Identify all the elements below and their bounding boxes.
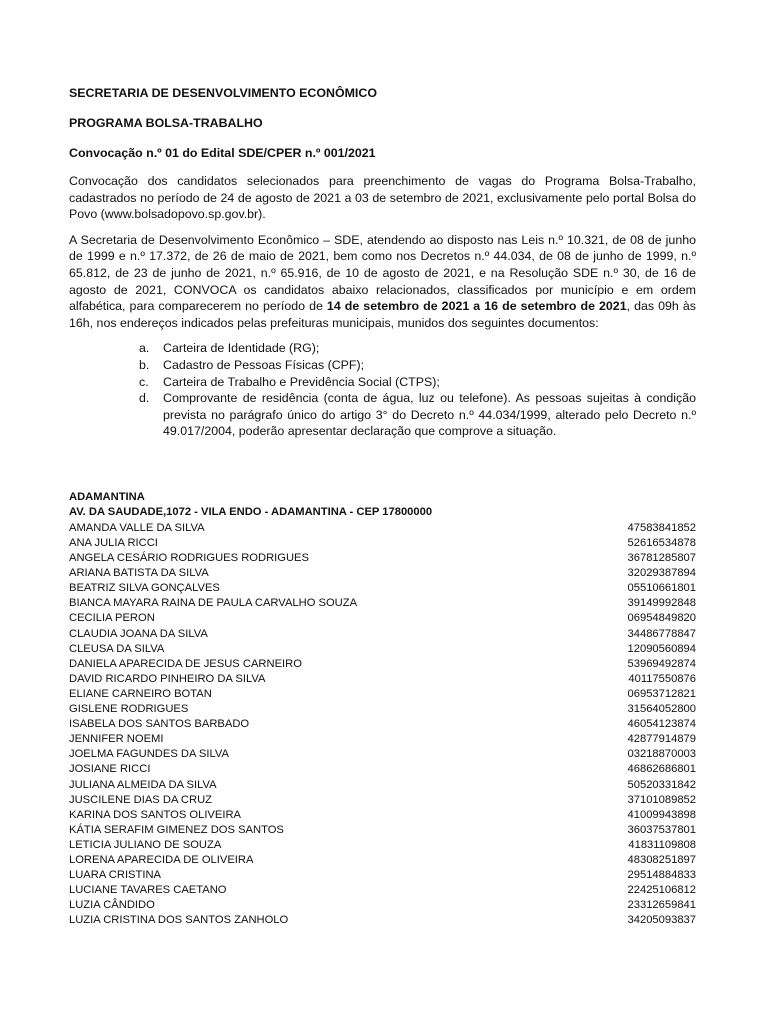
candidate-row [69, 747, 696, 762]
candidate-cpf: 06954849820 [627, 612, 696, 625]
candidate-row [69, 838, 696, 853]
candidate-row [69, 611, 696, 626]
candidate-name: ISABELA DOS SANTOS BARBADO [69, 718, 250, 731]
candidate-name: KARINA DOS SANTOS OLIVEIRA [69, 808, 242, 821]
candidate-row [69, 642, 696, 657]
candidate-name: KÁTIA SERAFIM GIMENEZ DOS SANTOS [69, 823, 284, 836]
candidate-name: AMANDA VALLE DA SILVA [69, 521, 205, 534]
candidate-name: JENNIFER NOEMI [69, 733, 164, 746]
candidate-cpf: 37101089852 [627, 793, 696, 806]
candidate-cpf: 46054123874 [627, 718, 696, 731]
city-name: ADAMANTINA [69, 490, 145, 503]
body-text-part1: A Secretaria de Desenvolvimento Econômico – SDE, atendendo ao disposto nas Leis n.º 10.321, de 08 de junho de 1999 e n.º 17.372, de 26 de maio de 2021, bem como nos Decretos n.º 44.034, de 08 de junho de 1999, n.º 65.812, de 23 de junho de 2021, n.º 65.916, de 10 de agosto de 2021, e na Resolução SDE n.º 30, de 16 de agosto de 2021, CONVOCA os candidatos abaixo relacionados, classificados por município e em ordem alfabética, para comparecerem no período de [69, 232, 696, 314]
document-text: Cadastro de Pessoas Físicas (CPF); [163, 357, 365, 372]
candidate-row [69, 702, 696, 717]
document-text: Carteira de Trabalho e Previdência Social (CTPS); [163, 374, 440, 389]
candidate-cpf: 34486778847 [627, 627, 696, 640]
programa-heading: PROGRAMA BOLSA-TRABALHO [69, 116, 263, 130]
document-marker: b. [139, 357, 150, 372]
candidate-cpf: 36037537801 [627, 823, 696, 836]
candidate-cpf: 34205093837 [627, 914, 696, 927]
candidate-cpf: 53969492874 [627, 657, 696, 670]
candidate-cpf: 12090560894 [627, 642, 696, 655]
city-block [69, 490, 696, 929]
candidate-list [69, 521, 696, 929]
body-paragraph [69, 232, 696, 332]
candidate-cpf: 52616534878 [627, 537, 696, 549]
candidate-row [69, 657, 696, 672]
candidate-cpf: 50520331842 [627, 778, 696, 791]
candidate-name: LETICIA JULIANO DE SOUZA [69, 838, 222, 851]
candidate-name: ARIANA BATISTA DA SILVA [69, 567, 209, 580]
candidate-name: LORENA APARECIDA DE OLIVEIRA [69, 853, 254, 866]
candidate-name: LUARA CRISTINA [69, 869, 162, 882]
city-address: AV. DA SAUDADE,1072 - VILA ENDO - ADAMANTINA - CEP 17800000 [69, 505, 433, 518]
candidate-cpf: 03218870003 [627, 748, 696, 761]
candidate-row [69, 913, 696, 928]
candidate-cpf: 41009943898 [627, 808, 696, 821]
candidate-cpf: 32029387894 [627, 567, 696, 580]
candidate-row [69, 551, 696, 566]
document-marker: a. [139, 341, 150, 356]
candidate-cpf: 23312659841 [627, 899, 696, 912]
document-item [139, 340, 696, 357]
document-item [139, 374, 696, 391]
candidate-name: JOELMA FAGUNDES DA SILVA [69, 748, 229, 761]
candidate-cpf: 31564052800 [627, 703, 696, 716]
candidate-cpf: 41831109808 [628, 838, 696, 851]
candidate-name: CLEUSA DA SILVA [69, 642, 165, 655]
candidate-row [69, 581, 696, 596]
document-item [139, 390, 696, 440]
candidate-cpf: 06953712821 [627, 687, 696, 700]
candidate-name: LUCIANE TAVARES CAETANO [69, 884, 227, 897]
candidate-row [69, 596, 696, 611]
candidate-name: DANIELA APARECIDA DE JESUS CARNEIRO [69, 657, 302, 670]
candidate-row [69, 717, 696, 732]
convocacao-heading: Convocação n.º 01 do Edital SDE/CPER n.º 001/2021 [69, 146, 376, 160]
documents-list [69, 340, 696, 440]
candidate-row [69, 672, 696, 687]
candidate-name: ANGELA CESÁRIO RODRIGUES RODRIGUES [69, 552, 309, 565]
candidate-row [69, 823, 696, 838]
intro-paragraph: Convocação dos candidatos selecionados para preenchimento de vagas do Programa Bolsa-Trabalho, cadastrados no período de 24 de agosto de 2021 a 03 de setembro de 2021, exclusivamente pelo portal Bolsa do Povo (www.bolsadopovo.sp.gov.br). [69, 174, 696, 222]
candidate-row [69, 778, 696, 793]
candidate-name: JUSCILENE DIAS DA CRUZ [69, 793, 212, 806]
candidate-name: CECILIA PERON [69, 612, 155, 625]
candidate-cpf: 46862686801 [627, 763, 696, 776]
candidate-name: ANA JULIA RICCI [69, 537, 158, 549]
document-text: Comprovante de residência (conta de água, luz ou telefone). As pessoas sujeitas à condição prevista no parágrafo único do artigo 3° do Decreto n.º 44.034/1999, alterado pelo Decreto n.º 49.017/2004, poderão apresentar declaração que comprove a situação. [163, 391, 696, 439]
document-marker: c. [139, 374, 149, 389]
candidate-row [69, 808, 696, 823]
body-period: 14 de setembro de 2021 a 16 de setembro de 2021 [326, 299, 627, 314]
candidate-row [69, 627, 696, 642]
candidate-row [69, 883, 696, 898]
candidate-cpf: 40117550876 [628, 672, 696, 685]
candidate-cpf: 05510661801 [627, 582, 696, 595]
candidate-name: LUZIA CRISTINA DOS SANTOS ZANHOLO [69, 914, 289, 927]
candidate-name: ELIANE CARNEIRO BOTAN [69, 687, 212, 700]
body-text-part2: , das 09h às 16h, nos endereços indicados pelas prefeituras municipais, munidos dos seguintes documentos: [69, 299, 696, 330]
document-text: Carteira de Identidade (RG); [163, 341, 320, 356]
candidate-row [69, 853, 696, 868]
candidate-cpf: 29514884833 [627, 869, 696, 882]
candidate-name: BEATRIZ SILVA GONÇALVES [69, 582, 220, 595]
document-item [139, 357, 696, 374]
candidate-row [69, 762, 696, 777]
candidate-row [69, 687, 696, 702]
candidate-name: GISLENE RODRIGUES [69, 703, 189, 716]
document-marker: d. [139, 391, 150, 406]
candidate-cpf: 42877914879 [627, 733, 696, 746]
candidate-row [69, 793, 696, 808]
candidate-cpf: 47583841852 [627, 521, 696, 534]
candidate-cpf: 48308251897 [627, 853, 696, 866]
candidate-name: JOSIANE RICCI [69, 763, 151, 776]
candidate-row [69, 566, 696, 581]
candidate-name: JULIANA ALMEIDA DA SILVA [69, 778, 217, 791]
candidate-name: LUZIA CÂNDIDO [69, 899, 155, 912]
candidate-row [69, 536, 696, 551]
candidate-name: BIANCA MAYARA RAINA DE PAULA CARVALHO SOUZA [69, 597, 358, 610]
candidate-name: CLAUDIA JOANA DA SILVA [69, 627, 208, 640]
candidate-row [69, 732, 696, 747]
candidate-name: DAVID RICARDO PINHEIRO DA SILVA [69, 672, 266, 685]
candidate-row [69, 898, 696, 913]
candidate-cpf: 36781285807 [627, 552, 696, 565]
candidate-row [69, 521, 696, 536]
candidate-cpf: 39149992848 [627, 597, 696, 610]
candidate-row [69, 868, 696, 883]
secretaria-heading: SECRETARIA DE DESENVOLVIMENTO ECONÔMICO [69, 86, 377, 100]
candidate-cpf: 22425106812 [627, 884, 696, 897]
